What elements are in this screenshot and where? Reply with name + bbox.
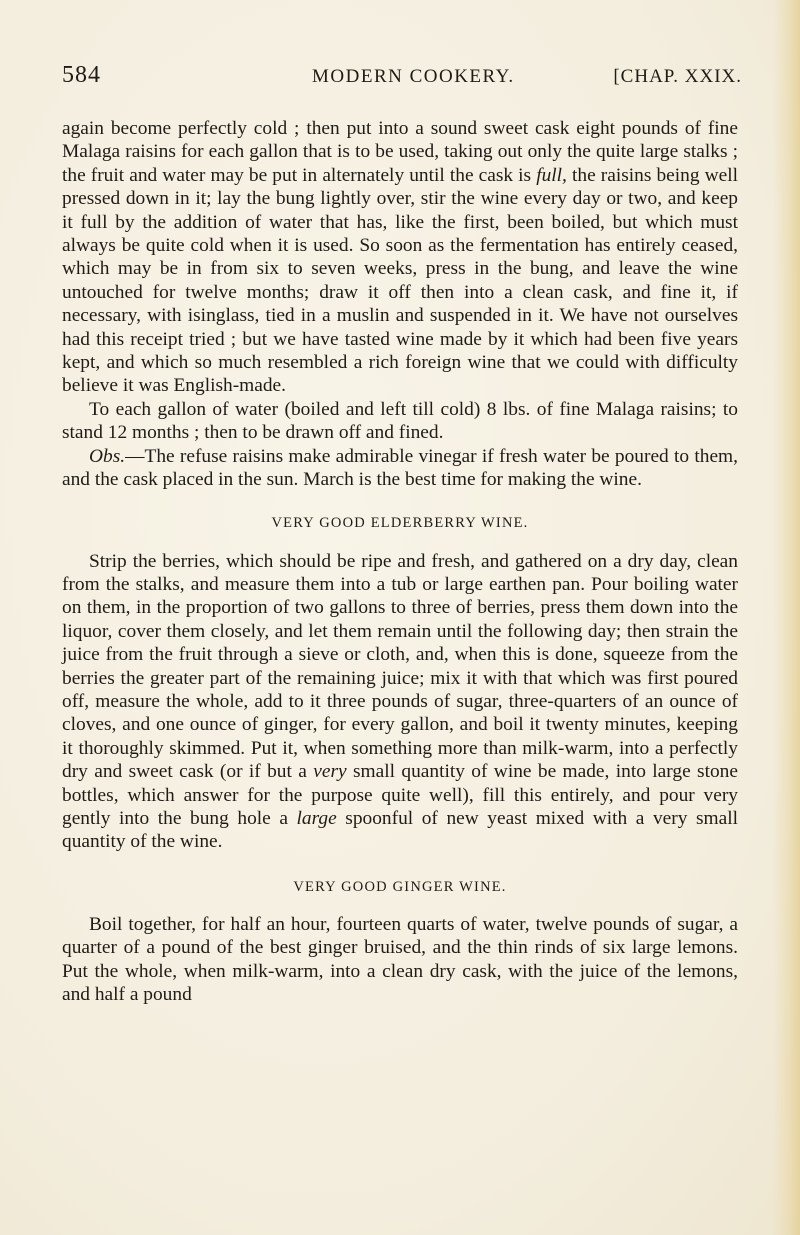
text-run: again become perfectly cold ; then put into a sound sweet cask eight pounds of fine Malaga raisins for each gallon that is to be used, taking out only the quite large stalks ; the fruit and water may be put in alternately until the cask is [62, 118, 738, 186]
italic-emphasis: large [296, 807, 337, 829]
text-run: the raisins being well pressed down in it; lay the bung lightly over, stir the wine every day or two, and keep it full by the addition of water that has, like the first, been boiled, but which must always be quite cold when it is used. So soon as the fermentation has entirely ceased, which may be in from six to seven weeks, press in the bung, and leave the wine untouched for twelve months; draw it off then into a clean cask, and fine it, if necessary, with isinglass, tied in a muslin and suspended in it. We have not ourselves had this receipt tried ; but we have tasted wine made by it which had been five years kept, and which so much resembled a rich foreign wine that we could with difficulty believe it was English-made. [62, 164, 739, 397]
text-run: Strip the berries, which should be ripe and fresh, and gathered on a dry day, clean from the stalks, and measure them into a tub or large earthen pan. Pour boiling water on them, in the proportion of two gallons to three of berries, press them down into the liquor, cover them closely, and let them remain until the following day; then strain the juice from the fruit through a sieve or cloth, and, when this is done, squeeze from the berries the greater part of the remaining juice; mix it with that which was first poured off, measure the whole, add to it three pounds of sugar, three-quarters of an ounce of cloves, and one ounce of ginger, for every gallon, and boil it twenty minutes, keeping it thoroughly skimmed. Put it, when something more than milk-warm, into a perfectly dry and sweet cask (or if but a [62, 550, 738, 783]
chapter-reference: [CHAP. XXIX. [613, 66, 742, 87]
obs-label: Obs. [89, 445, 126, 467]
page-edge-stain [772, 0, 800, 1235]
italic-emphasis: very [313, 761, 347, 783]
text-run: spoonful of new yeast mixed with a very small quantity of the wine. [62, 807, 738, 853]
page-body [62, 117, 738, 1006]
paragraph-observation [62, 445, 738, 492]
page-header [62, 62, 742, 92]
italic-emphasis: full, [536, 164, 567, 186]
page-number: 584 [62, 62, 101, 88]
paragraph-summary: To each gallon of water (boiled and left till cold) 8 lbs. of fine Malaga raisins; to stand 12 months ; then to be drawn off and fined. [62, 398, 738, 444]
recipe-heading-elderberry: VERY GOOD ELDERBERRY WINE. [271, 514, 529, 531]
paragraph-elderberry [62, 550, 738, 854]
text-run: —The refuse raisins make admirable vinegar if fresh water be poured to them, and the cask placed in the sun. March is the best time for making the wine. [62, 445, 738, 491]
text-run: small quantity of wine be made, into large stone bottles, which answer for the purpose quite well), fill this entirely, and pour very gently into the bung hole a [62, 761, 738, 829]
paragraph-malaga-continued [62, 117, 738, 398]
paragraph-ginger: Boil together, for half an hour, fourteen quarts of water, twelve pounds of sugar, a quarter of a pound of the best ginger bruised, and the thin rinds of six large lemons. Put the whole, when milk-warm, into a clean dry cask, with the juice of the lemons, and half a pound [62, 913, 738, 1005]
running-title: MODERN COOKERY. [312, 66, 515, 87]
recipe-heading-ginger: VERY GOOD GINGER WINE. [293, 878, 507, 895]
